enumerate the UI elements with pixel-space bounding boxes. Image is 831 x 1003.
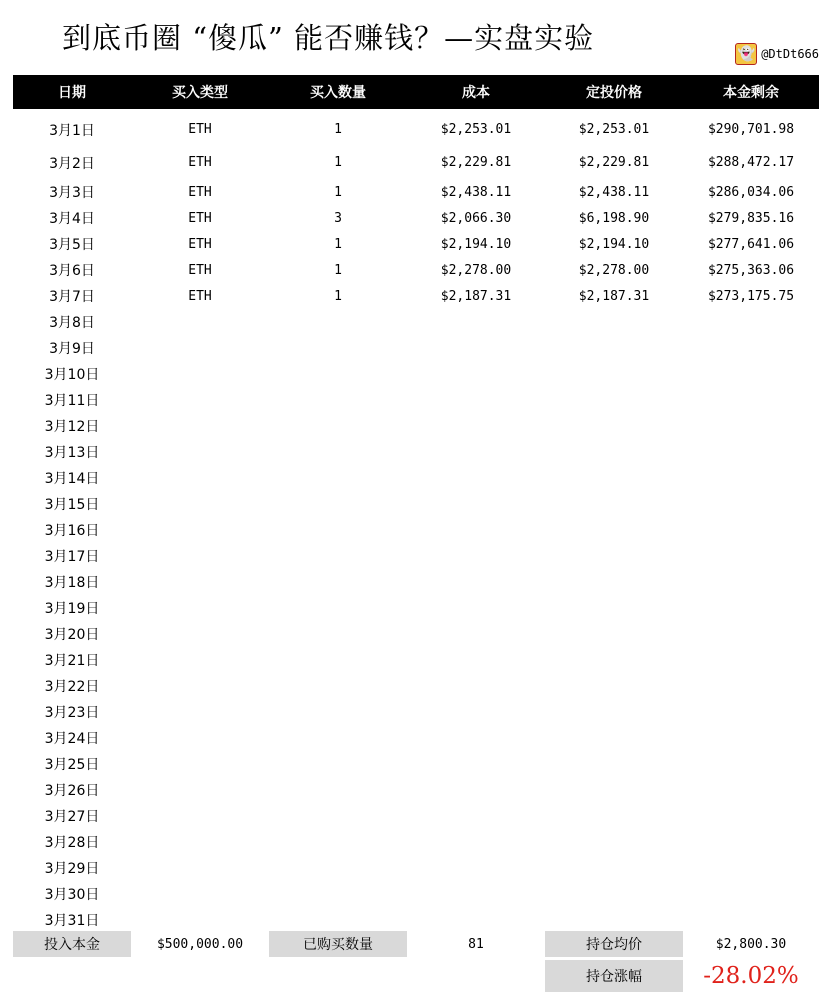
row-date: 3月3日 [49,185,95,201]
row-date: 3月5日 [49,237,95,253]
table-header [13,75,819,109]
row-price: $2,278.00 [578,262,650,278]
handle-text: @DtDt666 [761,47,819,61]
row-date: 3月17日 [44,549,100,565]
row-date: 3月13日 [44,445,100,461]
table-row [13,595,819,621]
author-handle [735,42,819,66]
row-date: 3月15日 [44,497,100,513]
row-cost: $2,066.30 [440,210,512,226]
header-remaining: 本金剩余 [723,85,779,101]
row-date: 3月7日 [49,289,95,305]
table-row [13,829,819,855]
table-row [13,751,819,777]
row-qty: 1 [334,155,342,170]
ghost-avatar-icon: 👻 [735,43,757,65]
header-date: 日期 [58,85,86,101]
row-date: 3月2日 [49,155,95,172]
row-remaining: $286,034.06 [707,184,795,200]
bought-value: 81 [468,936,484,952]
row-cost: $2,194.10 [440,236,512,252]
table-row [13,361,819,387]
row-date: 3月16日 [44,523,100,539]
row-qty: 1 [334,236,342,252]
table-row [13,621,819,647]
row-qty: 1 [334,184,342,200]
bought-label: 已购买数量 [269,931,407,957]
row-date: 3月24日 [44,731,100,747]
row-date: 3月12日 [44,419,100,435]
principal-label: 投入本金 [13,931,131,957]
row-date: 3月27日 [44,809,100,825]
row-price: $2,187.31 [578,288,650,304]
header-price: 定投价格 [586,85,642,101]
row-date: 3月29日 [44,861,100,877]
row-remaining: $290,701.98 [707,122,795,137]
table-row [13,725,819,751]
table-row [13,439,819,465]
summary-row-1 [13,931,819,957]
row-date: 3月11日 [44,393,100,409]
row-date: 3月6日 [49,263,95,279]
row-qty: 3 [334,210,342,226]
table-row [13,113,819,146]
table-row [13,569,819,595]
row-cost: $2,229.81 [440,155,512,170]
table-row [13,413,819,439]
table-row [13,146,819,179]
avg-value: $2,800.30 [715,936,787,952]
row-type: ETH [188,122,212,137]
row-type: ETH [188,210,212,226]
table-row [13,205,819,231]
row-date: 3月20日 [44,627,100,643]
header-qty: 买入数量 [310,85,366,101]
row-price: $2,229.81 [578,155,650,170]
row-price: $2,194.10 [578,236,650,252]
row-remaining: $273,175.75 [707,288,795,304]
row-date: 3月4日 [49,211,95,227]
row-date: 3月9日 [49,341,95,357]
header-cost: 成本 [462,85,490,101]
table-row [13,283,819,309]
row-date: 3月26日 [44,783,100,799]
page-title: 到底币圈 “傻瓜” 能否赚钱？—实盘实验 [62,21,595,55]
row-date: 3月1日 [49,122,95,139]
row-remaining: $275,363.06 [707,262,795,278]
row-qty: 1 [334,288,342,304]
row-date: 3月8日 [49,315,95,331]
row-date: 3月28日 [44,835,100,851]
row-price: $6,198.90 [578,210,650,226]
table-row [13,647,819,673]
row-cost: $2,438.11 [440,184,512,200]
row-remaining: $279,835.16 [707,210,795,226]
row-date: 3月23日 [44,705,100,721]
row-cost: $2,278.00 [440,262,512,278]
row-type: ETH [188,262,212,278]
principal-value: $500,000.00 [156,936,244,952]
row-date: 3月25日 [44,757,100,773]
header-type: 买入类型 [172,85,228,101]
table-row [13,491,819,517]
table-row [13,543,819,569]
row-cost: $2,253.01 [440,122,512,137]
row-remaining: $288,472.17 [707,155,795,170]
row-type: ETH [188,236,212,252]
table-row [13,231,819,257]
row-qty: 1 [334,262,342,278]
row-date: 3月19日 [44,601,100,617]
table-row [13,309,819,335]
avg-label: 持仓均价 [545,931,683,957]
table-row [13,387,819,413]
row-date: 3月22日 [44,679,100,695]
row-date: 3月21日 [44,653,100,669]
row-price: $2,253.01 [578,122,650,137]
row-cost: $2,187.31 [440,288,512,304]
row-qty: 1 [334,122,342,137]
table-row [13,257,819,283]
table-row [13,803,819,829]
table-row [13,179,819,205]
row-remaining: $277,641.06 [707,236,795,252]
table-body [13,113,819,933]
table-row [13,335,819,361]
row-date: 3月18日 [44,575,100,591]
change-value: -28.02% [703,963,799,989]
row-type: ETH [188,155,212,170]
row-price: $2,438.11 [578,184,650,200]
table-row [13,855,819,881]
table-row [13,907,819,933]
row-type: ETH [188,288,212,304]
row-date: 3月30日 [44,887,100,903]
table-row [13,517,819,543]
change-label: 持仓涨幅 [545,960,683,992]
table-row [13,881,819,907]
row-date: 3月14日 [44,471,100,487]
summary-row-2 [13,960,819,992]
row-date: 3月10日 [44,367,100,383]
table-row [13,699,819,725]
row-date: 3月31日 [44,913,100,929]
table-row [13,777,819,803]
row-type: ETH [188,184,212,200]
table-row [13,465,819,491]
table-row [13,673,819,699]
